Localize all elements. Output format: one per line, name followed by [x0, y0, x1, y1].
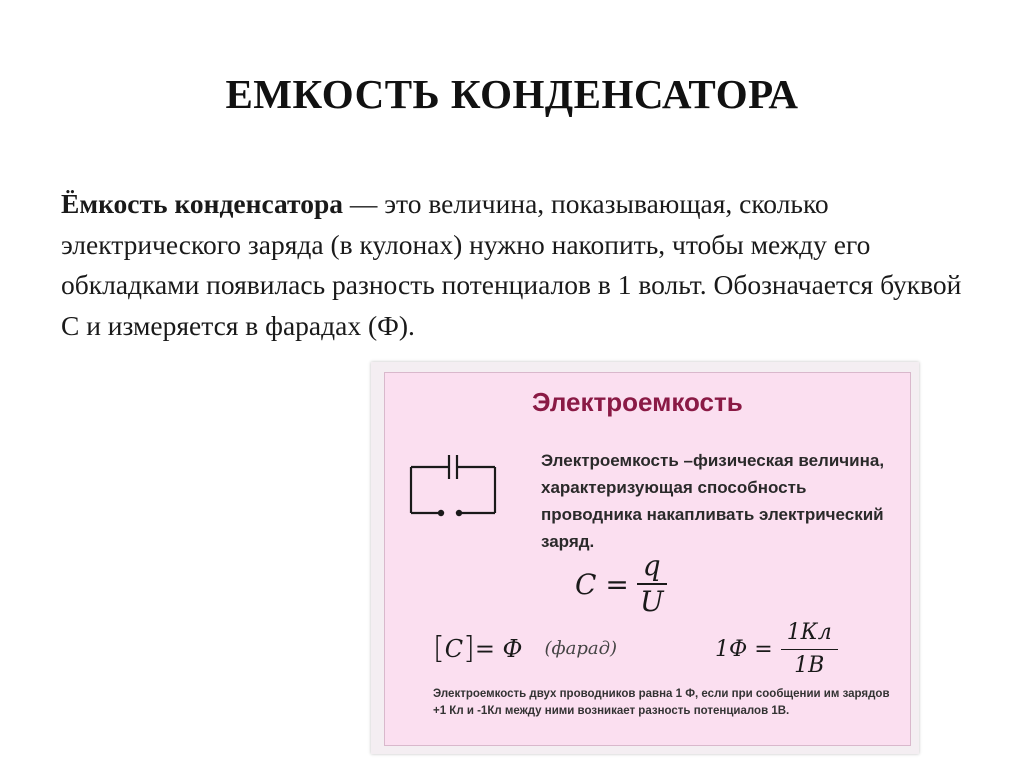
- card-definition: Электроемкость –физическая величина, характеризующая способность проводника накапливать электрический заряд.: [541, 451, 885, 551]
- farad-fraction: [781, 619, 838, 680]
- capacitance-formula: [575, 551, 667, 617]
- definition-term: Ёмкость конденсатора: [61, 188, 343, 219]
- farad-denominator: 1В: [794, 653, 825, 678]
- slide-title: ЕМКОСТЬ КОНДЕНСАТОРА: [225, 71, 799, 117]
- card-footnote: Электроемкость двух проводников равна 1 Ф, если при сообщении им зарядов +1 Кл и -1Кл между ними возникает разность потенциалов 1В.: [433, 688, 890, 717]
- formula-fraction: [637, 551, 667, 617]
- unit-bracket-close: ]: [463, 631, 475, 666]
- unit-bracket-open: [: [433, 631, 445, 666]
- unit-formula: [433, 631, 617, 666]
- illustration-card: [384, 372, 911, 746]
- unit-note: (фарад): [544, 638, 618, 659]
- capacitor-circuit-icon: [405, 451, 500, 523]
- formula-denominator: U: [639, 585, 664, 618]
- definition-text: — это величина, показывающая, сколько электрического заряда (в кулонах) нужно накопить, чтобы между его обкладками появилась разность потенциалов в 1 вольт. Обозначается буквой С и измеряется в фарадах (Ф).: [61, 188, 962, 341]
- definition-paragraph: [61, 184, 981, 346]
- card-heading: Электроемкость: [532, 387, 743, 417]
- unit-equals: = Ф: [474, 634, 523, 663]
- farad-numerator: 1Кл: [781, 619, 838, 650]
- formula-lhs: C =: [575, 567, 629, 601]
- formula-numerator: q: [637, 551, 667, 585]
- farad-definition-formula: [715, 619, 838, 680]
- unit-symbol: C: [444, 634, 464, 663]
- farad-lhs: 1Ф =: [715, 637, 773, 662]
